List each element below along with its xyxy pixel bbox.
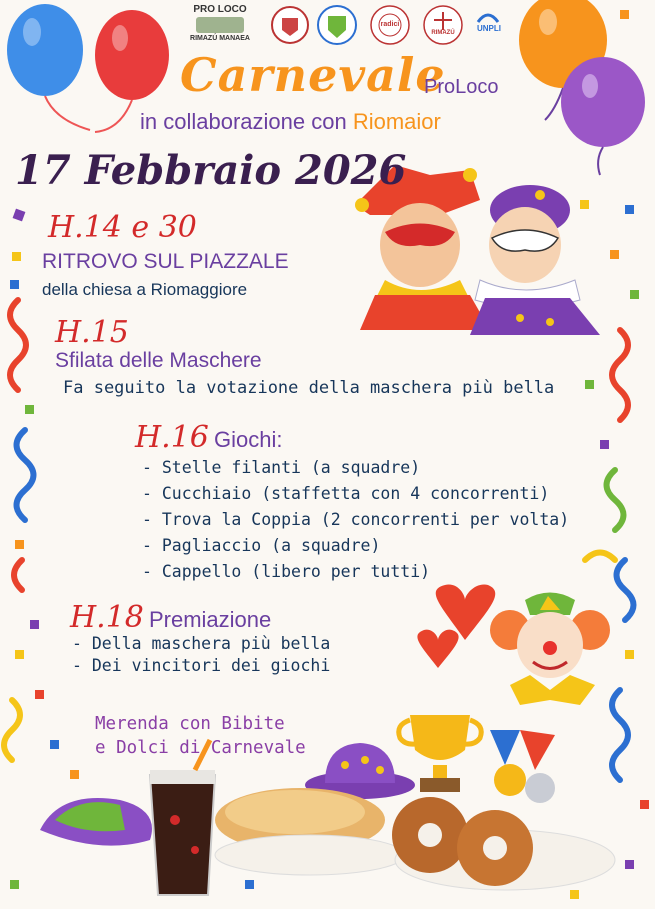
collaboration-prefix: in collaborazione con bbox=[140, 109, 347, 134]
event1-detail: della chiesa a Riomaggiore bbox=[42, 280, 248, 299]
hat-icon-green bbox=[40, 798, 152, 846]
coat-of-arms-1-icon bbox=[272, 7, 308, 43]
clown-icon bbox=[490, 593, 610, 706]
event4-time: H.18 bbox=[70, 600, 144, 635]
snack-note bbox=[95, 712, 306, 760]
proloco-label: ProLoco bbox=[424, 76, 499, 98]
awards-list bbox=[72, 633, 330, 677]
medal-icon bbox=[490, 730, 555, 803]
collaboration-partner: Riomaior bbox=[352, 109, 441, 134]
snack-line-1: Merenda con Bibite bbox=[95, 714, 285, 734]
event2-detail: Fa seguito la votazione della maschera più bella bbox=[63, 378, 555, 398]
event1-time: H.14 e 30 bbox=[48, 210, 197, 245]
rimazo-logo-icon bbox=[424, 6, 462, 44]
chiacchiere-icon bbox=[215, 788, 405, 875]
proloco-logo-title: PRO LOCO bbox=[193, 4, 247, 15]
list-item: - Stelle filanti (a squadre) bbox=[142, 458, 421, 477]
coat-of-arms-2-icon bbox=[318, 6, 356, 44]
event1-title: RITROVO SUL PIAZZALE bbox=[42, 250, 289, 273]
drink-icon bbox=[150, 740, 215, 895]
list-item: - Cappello (libero per tutti) bbox=[142, 562, 431, 581]
proloco-logo-subtext: RIMAZÚ MANAEA bbox=[190, 35, 250, 42]
page-title: Carnevale bbox=[180, 48, 446, 102]
event4-title: Premiazione bbox=[148, 607, 272, 632]
snack-line-2: e Dolci di Carnevale bbox=[95, 738, 306, 758]
event-date: 17 Febbraio 2026 bbox=[15, 147, 407, 194]
proloco-logo bbox=[190, 4, 250, 46]
rimazo-logo-label: RIMAZÚ bbox=[431, 30, 455, 36]
balloon-icon-blue bbox=[7, 4, 90, 130]
list-item: - Della maschera più bella bbox=[72, 634, 331, 653]
event3-title: Giochi: bbox=[213, 427, 283, 452]
list-item: - Pagliaccio (a squadre) bbox=[142, 536, 381, 555]
event2-title: Sfilata delle Maschere bbox=[55, 349, 262, 372]
unpli-logo-icon bbox=[478, 15, 498, 22]
proloco-logo-image bbox=[196, 17, 244, 33]
event3-time: H.16 bbox=[135, 420, 209, 455]
event2-time: H.15 bbox=[55, 315, 129, 350]
radici-logo-label: radici bbox=[380, 21, 400, 28]
list-item: - Dei vincitori dei giochi bbox=[72, 656, 331, 675]
event4-heading bbox=[70, 600, 271, 635]
donut-icon bbox=[392, 797, 615, 890]
heart-icon bbox=[417, 585, 495, 668]
list-item: - Cucchiaio (staffetta con 4 concorrenti) bbox=[142, 484, 550, 503]
event3-heading bbox=[135, 420, 282, 455]
unpli-logo-label: UNPLI bbox=[477, 24, 501, 33]
collaboration-line bbox=[140, 109, 441, 135]
games-list bbox=[142, 455, 569, 585]
list-item: - Trova la Coppia (2 concorrenti per volta) bbox=[142, 510, 570, 529]
balloon-icon-purple bbox=[561, 57, 645, 175]
